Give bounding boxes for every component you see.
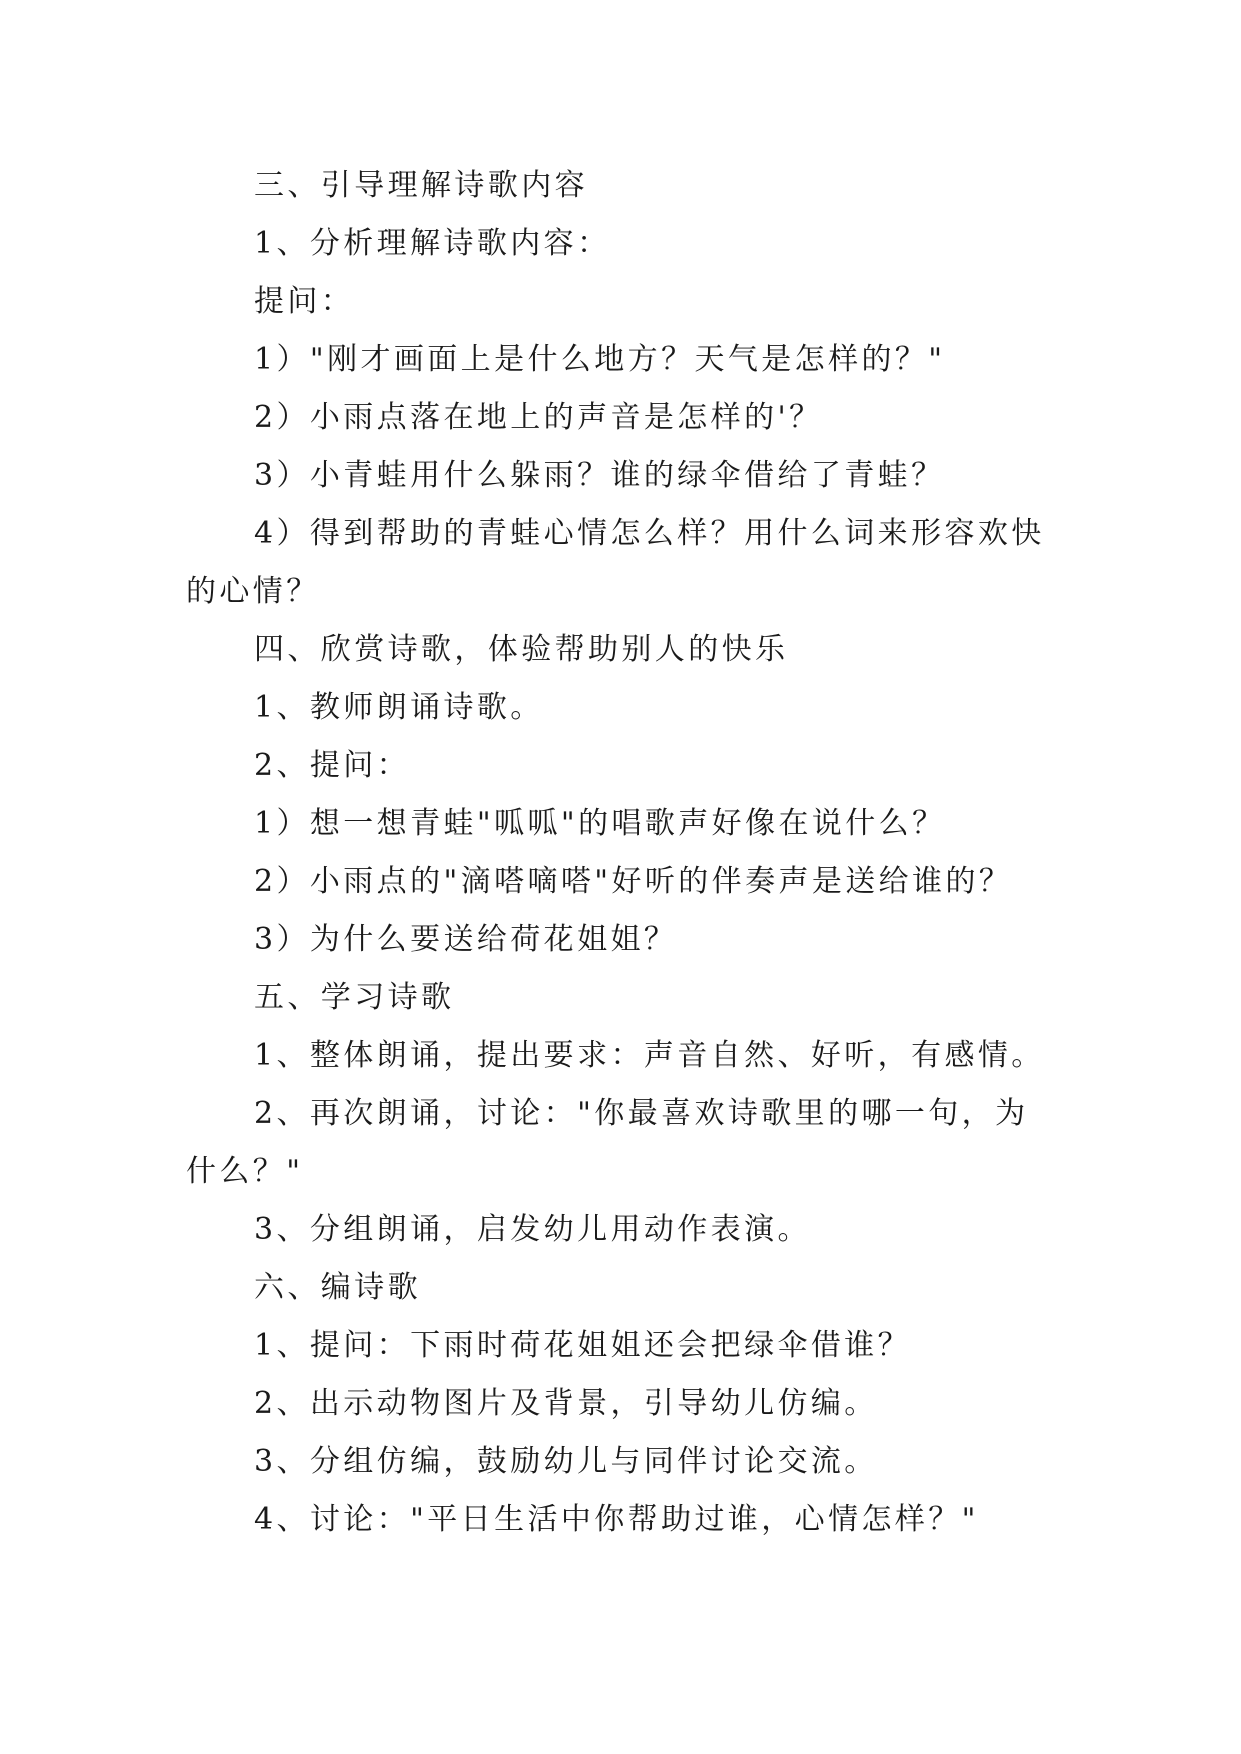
question-item: 4）得到帮助的青蛙心情怎么样？用什么词来形容欢快的心情？ (186, 516, 1045, 609)
question-item: 2）小雨点落在地上的声音是怎样的'？ (254, 400, 823, 435)
question-item: 3）小青蛙用什么躲雨？谁的绿伞借给了青蛙？ (254, 458, 945, 493)
paragraph: 3、分组朗诵，启发幼儿用动作表演。 (254, 1212, 811, 1247)
section-heading: 五、学习诗歌 (254, 980, 455, 1015)
paragraph: 2、出示动物图片及背景，引导幼儿仿编。 (254, 1386, 878, 1421)
paragraph: 1、提问：下雨时荷花姐姐还会把绿伞借谁？ (254, 1328, 912, 1363)
paragraph: 2、提问： (254, 748, 411, 783)
question-item: 2）小雨点的"滴嗒嘀嗒"好听的伴奏声是送给谁的？ (254, 864, 1013, 899)
document-body (186, 157, 1056, 1549)
question-item: 3）为什么要送给荷花姐姐？ (254, 922, 678, 957)
paragraph: 1、分析理解诗歌内容： (254, 226, 611, 261)
paragraph: 提问： (254, 284, 355, 319)
paragraph: 3、分组仿编，鼓励幼儿与同伴讨论交流。 (254, 1444, 878, 1479)
section-heading: 四、欣赏诗歌，体验帮助别人的快乐 (254, 632, 789, 667)
paragraph: 1、整体朗诵，提出要求：声音自然、好听，有感情。 (254, 1038, 1045, 1073)
paragraph: 1、教师朗诵诗歌。 (254, 690, 544, 725)
question-item: 1）"刚才画面上是什么地方？天气是怎样的？" (254, 342, 946, 377)
paragraph: 4、讨论："平日生活中你帮助过谁，心情怎样？" (254, 1502, 979, 1537)
question-item: 1）想一想青蛙"呱呱"的唱歌声好像在说什么？ (254, 806, 946, 841)
section-heading: 六、编诗歌 (254, 1270, 421, 1305)
paragraph: 2、再次朗诵，讨论："你最喜欢诗歌里的哪一句，为什么？" (186, 1096, 1029, 1189)
section-heading: 三、引导理解诗歌内容 (254, 168, 588, 203)
